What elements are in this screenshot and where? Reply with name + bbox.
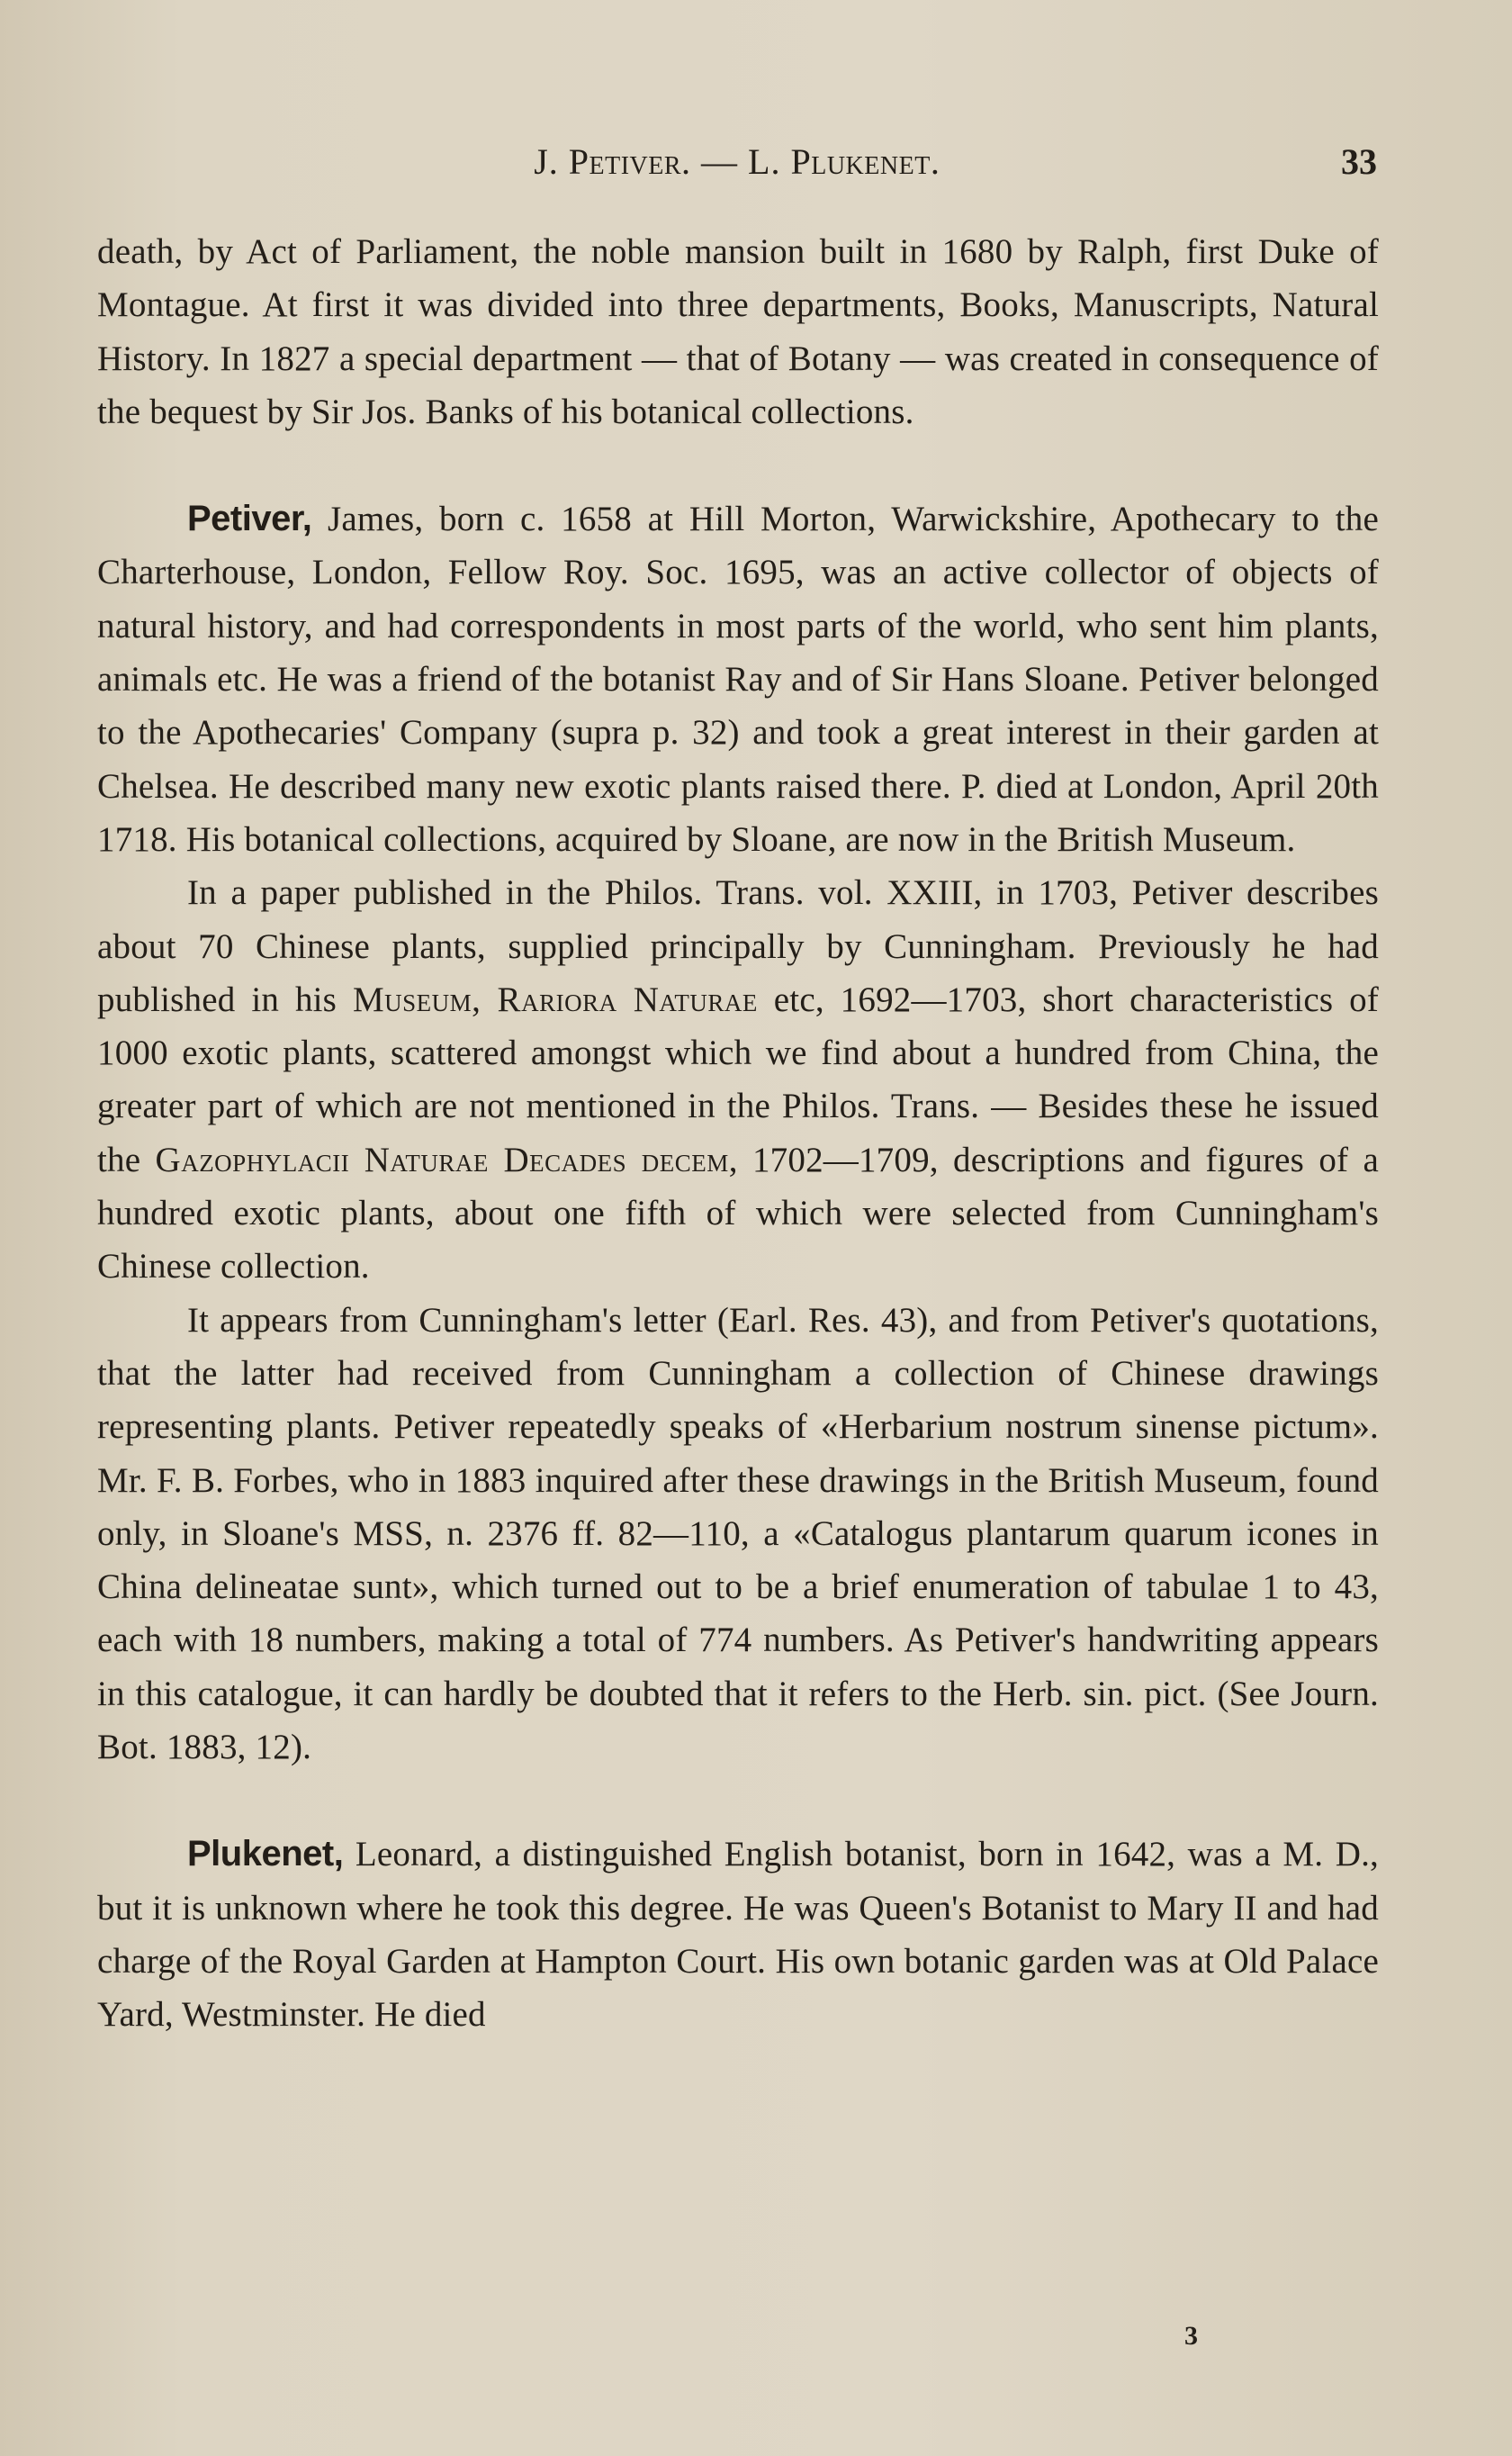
right-author-name: Plukenet	[790, 141, 931, 182]
paragraph-text: James, born c. 1658 at Hill Morton, Warwickshire, Apothecary to the Charterhouse, London, Fellow Roy. Soc. 1695, was an active collector of objects of natural history, and had correspondents in most parts of the world, who sent him plants, animals etc. He was a friend of the botanist Ray and of Sir Hans Sloane. Petiver belonged to the Apothecaries' Company (supra p. 32) and took a great interest in their garden at Chelsea. He described many new exotic plants raised there. P. died at London, April 20th 1718. His botanical collections, acquired by Sloane, are now in the British Museum.	[97, 500, 1379, 859]
signature-mark: 3	[1184, 2321, 1198, 2351]
book-title-gazophylacii: Gazophylacii Naturae Decades decem	[155, 1140, 729, 1179]
running-title	[97, 135, 1377, 189]
left-author-initial: J.	[534, 141, 569, 182]
paragraph-text: It appears from Cunningham's letter (Earl. Res. 43), and from Petiver's quotations, that the latter had received from Cunningham a collection of Chinese drawings representing plants. Petiver repeatedly speaks of «Herbarium nostrum sinense pictum». Mr. F. B. Forbes, who in 1883 inquired after these drawings in the British Museum, found only, in Sloane's MSS, n. 2376 ff. 82—110, a «Catalogus plantarum quarum icones in China delineatae sunt», which turned out to be a brief enumeration of tabulae 1 to 43, each with 18 numbers, making a total of 774 numbers. As Petiver's handwriting appears in this catalogue, it can hardly be doubted that it refers to the Herb. sin. pict. (See Journ. Bot. 1883, 12).	[97, 1300, 1379, 1767]
entry-name-petiver: Petiver,	[187, 499, 312, 539]
left-author-name: Petiver	[568, 141, 682, 182]
entry-plukenet	[97, 1828, 1379, 2041]
entry-name-plukenet: Plukenet,	[187, 1834, 344, 1874]
paragraph-cunningham-drawings	[97, 1294, 1379, 1774]
book-title-museum: Museum, Rariora Naturae	[352, 980, 758, 1019]
running-head	[97, 135, 1377, 189]
title-end: .	[930, 141, 940, 182]
right-author-initial: L.	[748, 141, 791, 182]
entry-petiver	[97, 492, 1379, 866]
paragraph-text: In a paper published in the Philos. Trans. vol. XXIII, in 1703, Petiver describes about 70 Chinese plants, supplied principally by Cunningham. Previously he had published in his	[97, 873, 1379, 1019]
paragraph-text: Leonard, a distinguished English botanist, born in 1642, was a M. D., but it is unknown where he took this degree. He was Queen's Botanist to Mary II and had charge of the Royal Garden at Hampton Court. His own botanic garden was at Old Palace Yard, Westminster. He died	[97, 1835, 1379, 2035]
title-separator: . —	[681, 141, 749, 182]
page-number: 33	[1341, 141, 1377, 182]
paragraph-philos-trans	[97, 866, 1379, 1293]
paragraph-text: etc, 1692—1703, short characteristics of 1000 exotic plants, scattered amongst which we find about a hundred from China, the greater part of which are not mentioned in the Philos. Trans. — Besides these he issued the	[97, 980, 1379, 1179]
paragraph-text: death, by Act of Parliament, the noble mansion built in 1680 by Ralph, first Duke of Montague. At first it was divided into three departments, Books, Manuscripts, Natural History. In 1827 a special department — that of Botany — was created in consequence of the bequest by Sir Jos. Banks of his botanical collections.	[97, 232, 1379, 431]
paragraph-text: , 1702—1709, descriptions and figures of a hundred exotic plants, about one fifth of which were selected from Cunningham's Chinese collection.	[97, 1140, 1379, 1287]
body-text	[97, 225, 1379, 2042]
paragraph-montague-house	[97, 225, 1379, 438]
